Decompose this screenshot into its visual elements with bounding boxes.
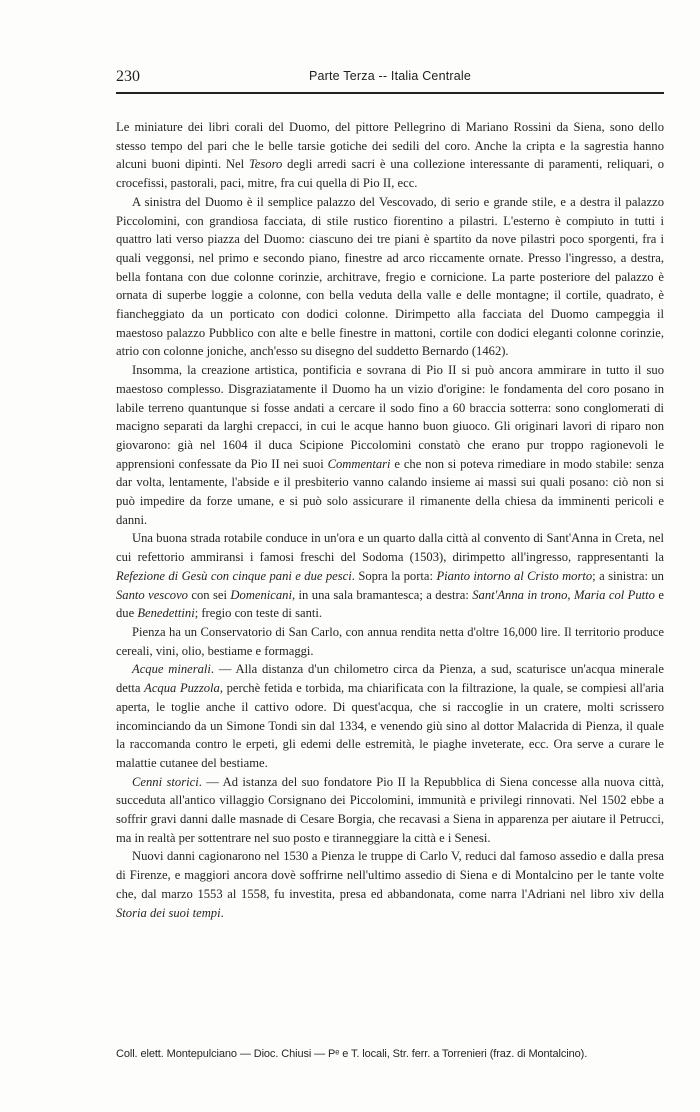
italic-text: Cenni storici — [132, 774, 199, 789]
italic-text: Commentari — [327, 456, 391, 471]
text-run: , perchè fetida e torbida, ma chiarificata con la filtrazione, la quale, se compiesi all'aria aperta, le toglie anche il cattivo odore. Di quest'acqua, che si raccoglie in un cratere, molti scrissero incominciando da un Simone Tondi sin dal 1334, e venendo giù sino al dottor Malacrida di Pienza, il quale la raccomanda contro le erpeti, gli edemi delle estremità, le piaghe inveterate, ecc. Ora serve a curare le malattie cutanee del bestiame. — [116, 681, 664, 770]
text-run: ; a sinistra: un — [592, 568, 664, 583]
text-run: con sei — [187, 587, 231, 602]
body-text — [116, 118, 664, 922]
text-run: . — Ad istanza del suo fondatore Pio II la Repubblica di Siena concesse alla nuova città, succeduta all'antico villaggio Corsignano dei Piccolomini, immunità e privilegi rinnovati. Nel 1502 ebbe a soffrir gravi danni dalle masnade di Cesare Borgia, che recavasi a Siena in apparenza per aiutare il Petrucci, ma in realtà per sottentrare nel suo posto e tiranneggiare la città e i Senesi. — [116, 774, 664, 845]
italic-text: Storia dei suoi tempi — [116, 905, 221, 920]
text-run: A sinistra del Duomo è il semplice palazzo del Vescovado, di serio e grande stile, e a destra il palazzo Piccolomini, con grandiosa facciata, di stile rustico fiorentino a pilastri. L'esterno è compiuto in tutti i quattro lati verso piazza del Duomo: ciascuno dei tre piani è spartito da nove pilastri poco sporgenti, fra i quali veggonsi, nel primo e secondo piano, finestre ad arco riccamente ornate. Presso l'ingresso, a destra, bella fontana con due colonne corinzie, architrave, fregio e cornicione. La parte posteriore del palazzo è ornata di superbe loggie a colonne, con bella veduta della valle e delle montagne; il cortile, quadrato, è fiancheggiato da un porticato con dodici colonne. Dirimpetto alla facciata del Duomo campeggia il maestoso palazzo Pubblico con alte e belle finestre in mattoni, cortile con dodici eleganti colonne corinzie, atrio con colonne joniche, anch'esso su disegno del suddetto Bernardo (1462). — [116, 194, 664, 359]
italic-text: Acque minerali — [132, 662, 211, 677]
paragraph — [116, 361, 664, 529]
text-run: degli arredi sacri è una collezione interessante di paramenti, reliquari, o crocefissi, pastorali, paci, mitre, fra cui quella di Pio II, ecc. — [116, 157, 664, 191]
text-run: , in una sala bramantesca; a destra: — [291, 587, 473, 602]
paragraph — [116, 623, 664, 660]
paragraph — [116, 847, 664, 922]
text-run: e che non si poteva rimediare in modo stabile: senza dar volta, lentamente, l'absidе e il presbiterio vanno calando insieme ai massi sui quali posano: ciò non si può impedire da forze umane, e si può solo assicurare il rimanente della chiesa da imminenti pericoli e danni. — [116, 456, 664, 527]
text-run: e due — [116, 587, 664, 621]
header-rule — [116, 92, 664, 94]
text-run: Nuovi danni cagionarono nel 1530 a Pienza le truppe di Carlo V, reduci dal famoso assedio e dalla presa di Firenze, e maggiori ancora dovè soffrirne nell'ultimo assedio di Siena e di Montalcino per le tante volte che, dal marzo 1553 al 1558, fu investita, presa ed abbandonata, come narra l'Adriani nel libro xiv della — [116, 849, 664, 901]
paragraph — [116, 529, 664, 623]
italic-text: Refezione di Gesù con cinque pani e due pesci — [116, 568, 352, 583]
paragraph — [116, 773, 664, 848]
paragraph — [116, 660, 664, 772]
text-run: Le miniature dei libri corali del Duomo, del pittore Pellegrino di Mariano Rossini da Siena, sono dello stesso tempo del pari che le belle tarsie gotiche dei sedili del coro. Anche la cripta e la sagrestia hanno alcuni buoni dipinti. Nel — [116, 120, 664, 172]
text-run: . — [220, 905, 224, 920]
italic-text: Pianto intorno al Cristo morto — [436, 568, 593, 583]
text-run: Pienza ha un Conservatorio di San Carlo, con annua rendita netta d'oltre 16,000 lire. Il territorio produce cereali, vini, olio, bestiame e formaggi. — [116, 624, 664, 658]
italic-text: Benedettini — [137, 606, 195, 621]
paragraph — [116, 193, 664, 361]
running-title: Parte Terza -- Italia Centrale — [308, 69, 472, 83]
italic-text: Santo vescovo — [116, 587, 188, 602]
text-run: ; fregio con teste di santi. — [194, 606, 323, 621]
paragraph — [116, 118, 664, 193]
text-run: Una buona strada rotabile conduce in un'ora e un quarto dalla città al convento di Sant'Anna in Creta, nel cui refettorio ammiransi i famosi freschi del Sodoma (1503), dirimpetto all'ingresso, rappresentanti la — [116, 531, 664, 565]
footer-note: Coll. elett. Montepulciano — Dioc. Chiusi — Pᵉ e T. locali, Str. ferr. a Torrenieri (fraz. di Montalcino). — [116, 1048, 588, 1060]
text-run: . — Alla distanza d'un chilometro circa da Pienza, a sud, scaturisce un'acqua minerale detta — [116, 662, 664, 696]
page-header — [116, 68, 664, 90]
italic-text: Sant'Anna in trono, Maria col Putto — [472, 587, 655, 602]
text-run: Insomma, la creazione artistica, pontificia e sovrana di Pio II si può ancora ammirare in tutto il suo maestoso complesso. Disgraziatamente il Duomo ha un vizio d'origine: le fondamenta del coro posano in labile terreno quantunque si fosse andati a cercare il sodo fino a 60 braccia sotterra: sono conglomerati di macigno separati da larghi crepacci, in cui le acque hanno buon giuoco. Gli originari lavori di riparo non giovarono: già nel 1604 il duca Scipione Piccolomini constatò che erano pur troppo ragionevoli le apprensioni confessate da Pio II nei suoi — [116, 363, 664, 471]
italic-text: Acqua Puzzola — [144, 681, 220, 696]
text-run: . Sopra la porta: — [351, 568, 437, 583]
italic-text: Domenicani — [230, 587, 292, 602]
italic-text: Tesoro — [248, 157, 283, 172]
page-number: 230 — [116, 68, 140, 85]
